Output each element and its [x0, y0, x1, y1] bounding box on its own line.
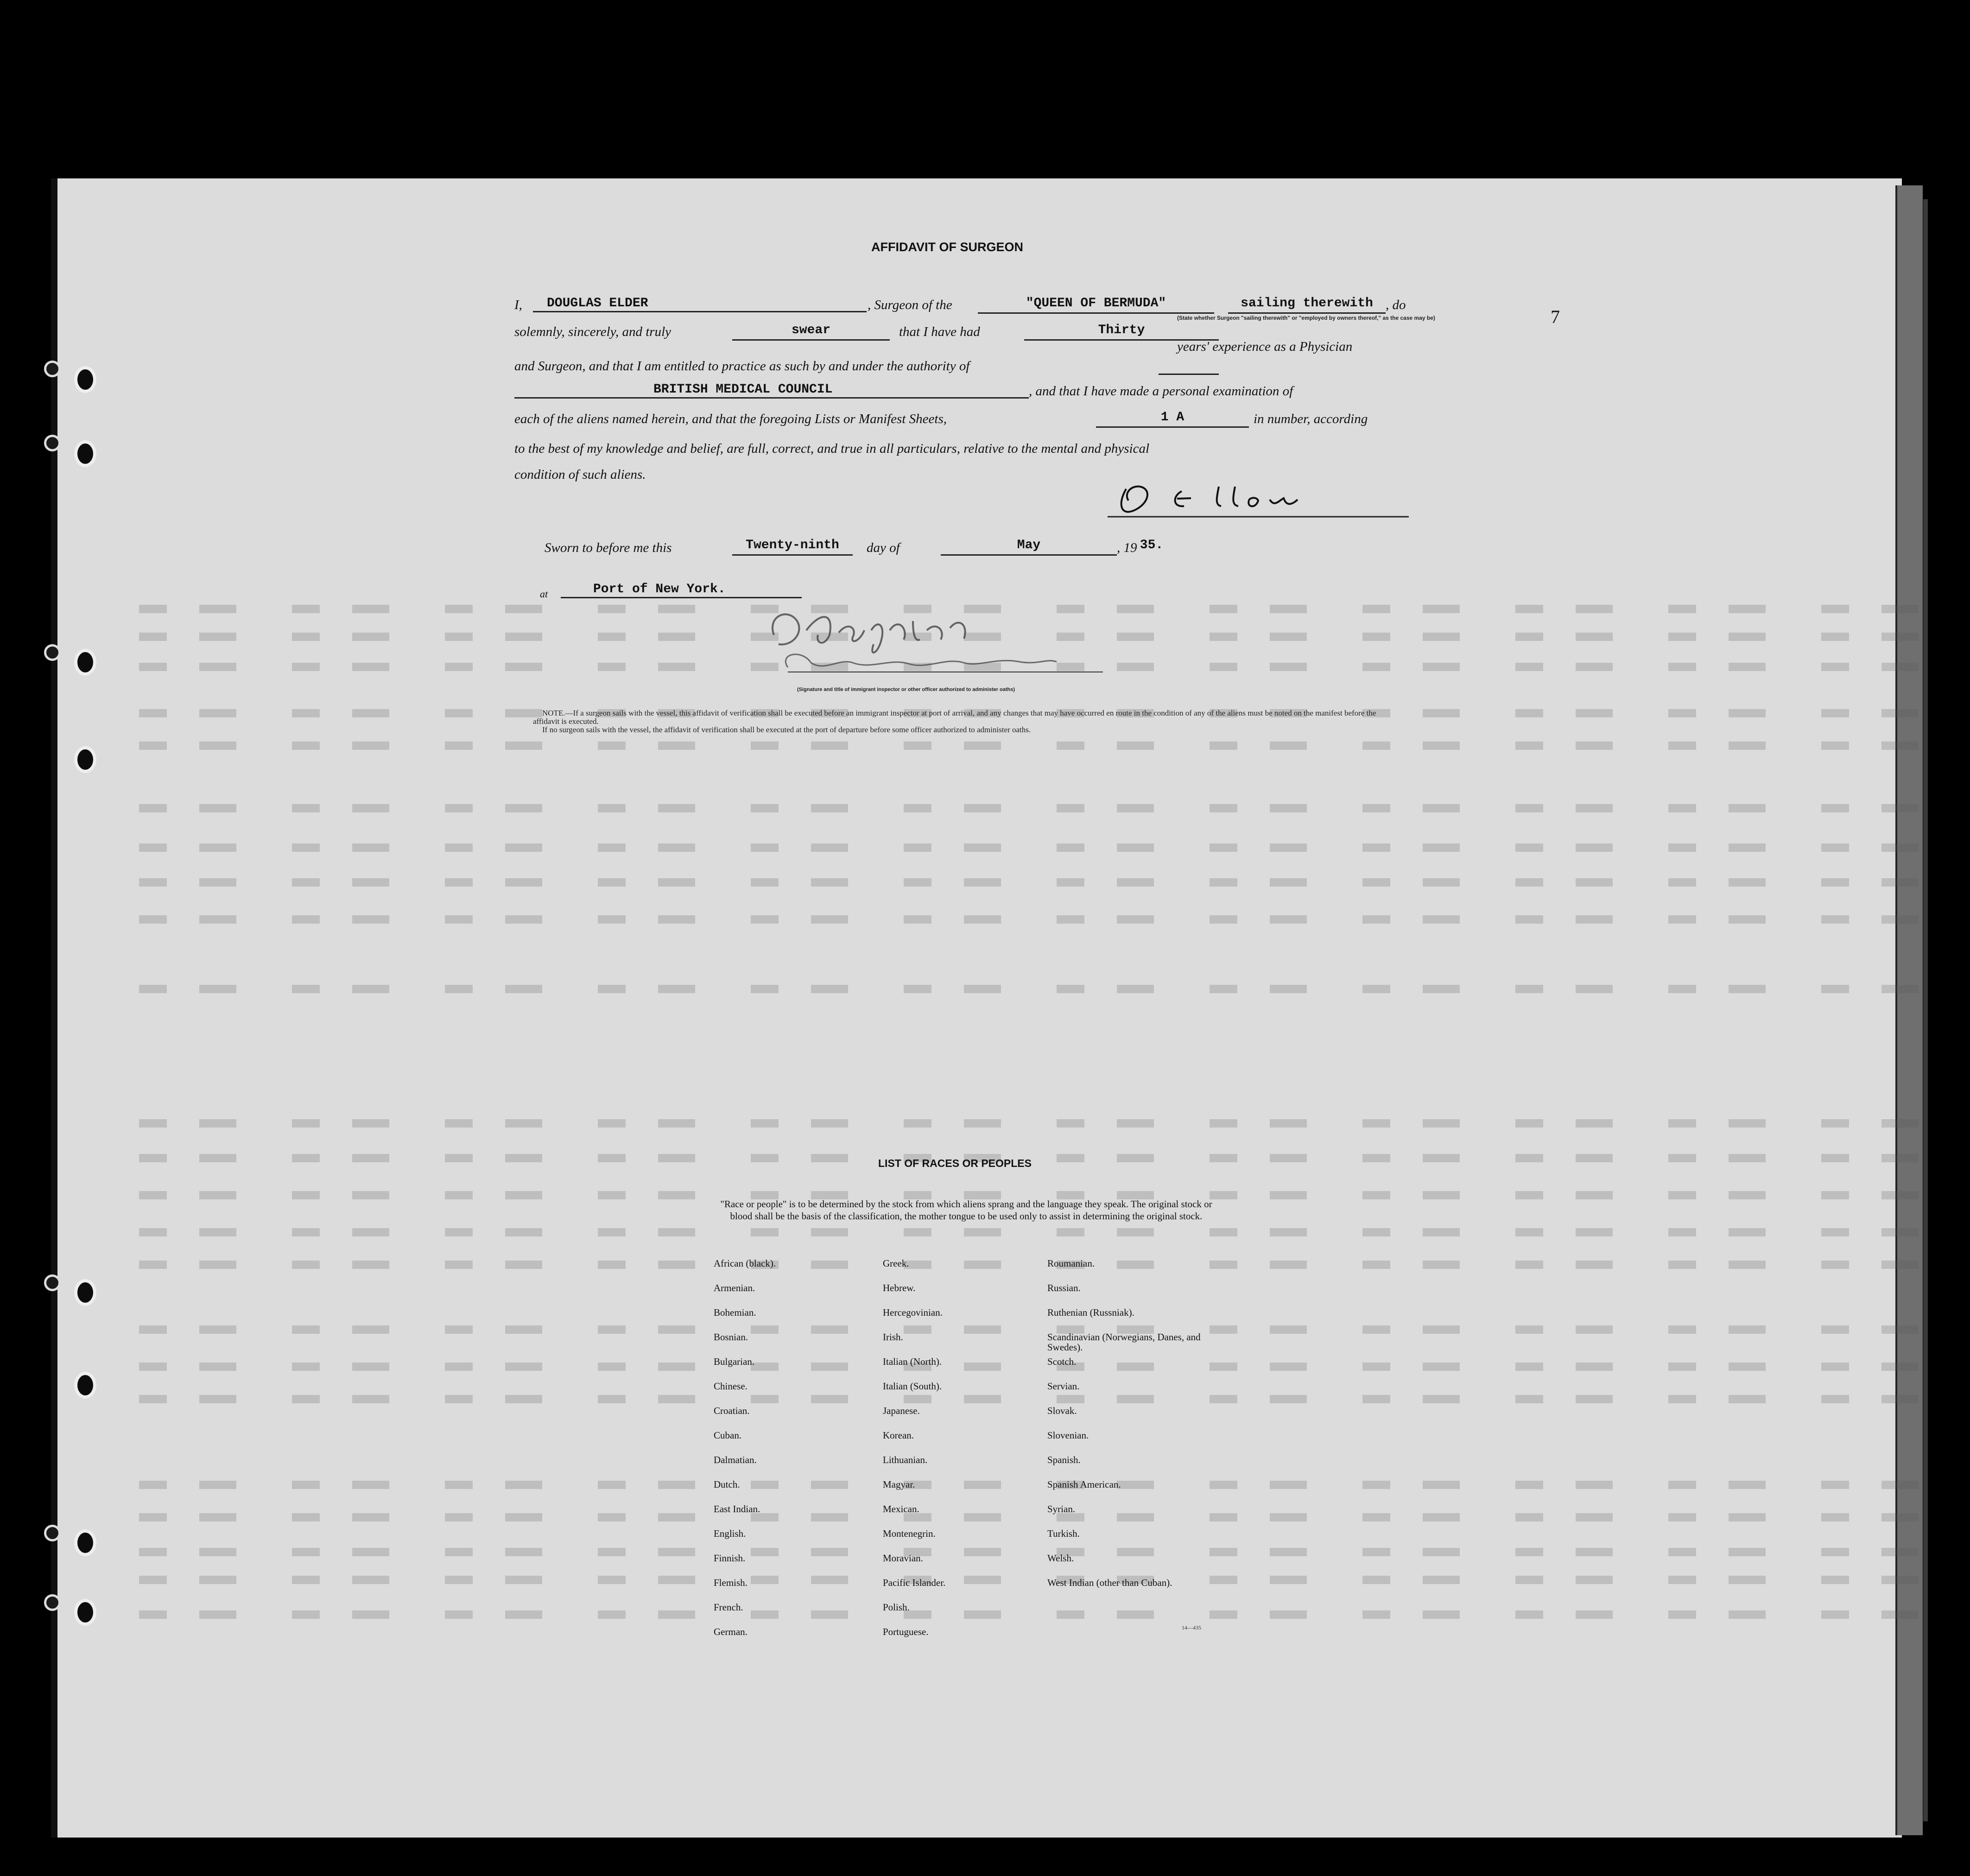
label-years-experience: years' experience as a Physician — [1177, 339, 1353, 354]
affidavit-line-2 — [514, 323, 1409, 354]
race-item: Korean. — [883, 1430, 914, 1441]
race-item: Cuban. — [714, 1430, 742, 1441]
race-item: Hebrew. — [883, 1282, 916, 1293]
note-line-1: NOTE.—If a surgeon sails with the vessel, this affidavit of verification shall be executed before an immigrant inspector at port of arrival, and any changes that may have occurred en route in the condition of any of the aliens must be noted on the manifest before the affidavit is executed. — [533, 709, 1376, 726]
race-item: Japanese. — [883, 1405, 920, 1416]
race-item: Lithuanian. — [883, 1454, 928, 1465]
race-item: Scotch. — [1047, 1356, 1077, 1367]
authority-field: BRITISH MEDICAL COUNCIL — [514, 382, 1029, 399]
race-item: Bulgarian. — [714, 1356, 755, 1367]
oath-field: swear — [732, 323, 890, 341]
race-item: Italian (North). — [883, 1356, 942, 1367]
race-item: Ruthenian (Russniak). — [1047, 1307, 1134, 1318]
sailing-status-note: (State whether Surgeon "sailing therewith" or "employed by owners thereof," as the case may be) — [1177, 315, 1435, 321]
race-item: Mexican. — [883, 1503, 919, 1515]
race-item: Italian (South). — [883, 1381, 942, 1392]
races-column-1 — [714, 1258, 867, 1651]
page-edge — [1895, 185, 1923, 1835]
race-item: Moravian. — [883, 1553, 923, 1564]
affidavit-line-3 — [514, 357, 1409, 375]
binder-ring — [44, 361, 61, 377]
sworn-day-field: Twenty-ninth — [732, 538, 853, 556]
surgeon-note — [533, 709, 1404, 734]
authority-field-blank — [1159, 357, 1219, 375]
race-item: Slovenian. — [1047, 1430, 1089, 1441]
affidavit-line-1 — [514, 296, 1435, 321]
label-best-of-knowledge: to the best of my knowledge and belief, are full, correct, and true in all particulars, relative to the mental and physical — [514, 441, 1150, 456]
race-item: Dutch. — [714, 1479, 740, 1490]
affidavit-line-4 — [514, 382, 1409, 400]
binder-hole — [74, 1279, 96, 1306]
binder-hole — [74, 649, 96, 676]
affidavit-line-6 — [514, 439, 1409, 458]
sworn-month-field: May — [941, 538, 1117, 556]
officer-signature — [760, 602, 1103, 681]
race-item: West Indian (other than Cuban). — [1047, 1577, 1172, 1588]
race-item: Dalmatian. — [714, 1454, 757, 1465]
race-item: Spanish. — [1047, 1454, 1081, 1465]
binder-hole — [74, 1372, 96, 1399]
race-item: Portuguese. — [883, 1626, 929, 1637]
race-item: Magyar. — [883, 1479, 915, 1490]
page-number: 7 — [1551, 306, 1560, 327]
race-item: Roumanian. — [1047, 1258, 1095, 1269]
race-item: East Indian. — [714, 1503, 760, 1515]
race-item: French. — [714, 1602, 743, 1613]
label-surgeon-of: , Surgeon of the — [868, 298, 952, 312]
vessel-name-field: "QUEEN OF BERMUDA" — [978, 296, 1214, 314]
label-each-of-the-aliens: each of the aliens named herein, and that the foregoing Lists or Manifest Sheets, — [514, 412, 947, 426]
label-day-of: day of — [867, 540, 900, 555]
sworn-line — [514, 538, 1409, 556]
race-item: Spanish American. — [1047, 1479, 1121, 1490]
race-item: Turkish. — [1047, 1528, 1080, 1539]
binder-ring — [44, 1594, 61, 1611]
years-field: Thirty — [1024, 323, 1219, 341]
race-item: Montenegrin. — [883, 1528, 936, 1539]
race-item: Slovak. — [1047, 1405, 1077, 1416]
race-item: Servian. — [1047, 1381, 1080, 1392]
race-item: Hercegovinian. — [883, 1307, 943, 1318]
label-at: at — [540, 588, 548, 600]
race-item: Pacific Islander. — [883, 1577, 946, 1588]
sworn-year-field: 35. — [1140, 538, 1164, 552]
page-edge-shadow — [1923, 199, 1928, 1821]
race-item: Flemish. — [714, 1577, 747, 1588]
race-item: Polish. — [883, 1602, 910, 1613]
race-item: Finnish. — [714, 1553, 746, 1564]
surgeon-signature — [1108, 473, 1409, 521]
sworn-place-line — [514, 582, 1409, 600]
binder-ring — [44, 644, 61, 661]
race-item: Croatian. — [714, 1405, 750, 1416]
officer-caption: (Signature and title of immigrant inspector or other officer authorized to administer oaths) — [797, 687, 1015, 692]
binder-hole — [74, 366, 96, 393]
races-title: LIST OF RACES OR PEOPLES — [878, 1157, 1032, 1169]
binder-ring — [44, 435, 61, 451]
label-in-number: in number, according — [1254, 412, 1368, 426]
sheets-count-field: 1 A — [1096, 410, 1249, 428]
race-item: English. — [714, 1528, 746, 1539]
binder-ring — [44, 1274, 61, 1291]
race-item: Scandinavian (Norwegians, Danes, and Swedes). — [1047, 1331, 1201, 1353]
sailing-status-field: sailing therewith — [1228, 296, 1386, 314]
label-solemnly: solemnly, sincerely, and truly — [514, 324, 671, 339]
binder-hole — [74, 746, 96, 773]
label-that-i-have-had: that I have had — [899, 324, 980, 339]
race-item: German. — [714, 1626, 747, 1637]
race-item: Armenian. — [714, 1282, 755, 1293]
form-number: 14—435 — [1182, 1624, 1201, 1631]
surgeon-name-field: DOUGLAS ELDER — [533, 296, 867, 312]
race-item: Chinese. — [714, 1381, 747, 1392]
binder-hole — [74, 440, 96, 467]
race-item: Bosnian. — [714, 1331, 748, 1343]
race-item: Russian. — [1047, 1282, 1081, 1293]
label-i: I, — [514, 298, 522, 312]
race-item: Greek. — [883, 1258, 909, 1269]
binder-hole — [74, 1529, 96, 1556]
race-item: Bohemian. — [714, 1307, 756, 1318]
races-intro: "Race or people" is to be determined by the stock from which aliens sprang and the language they speak. The original stock or blood shall be the basis of the classification, the mother tongue to be used only to assist in determining the original stock. — [720, 1198, 1212, 1222]
race-item: Welsh. — [1047, 1553, 1074, 1564]
label-condition: condition of such aliens. — [514, 467, 646, 482]
race-item: African (black). — [714, 1258, 776, 1269]
binder-ring — [44, 1525, 61, 1541]
label-year-prefix: , 19 — [1117, 540, 1137, 555]
sworn-place-field: Port of New York. — [561, 582, 802, 598]
label-sworn-to-before-me: Sworn to before me this — [545, 540, 672, 555]
note-line-2: If no surgeon sails with the vessel, the affidavit of verification shall be executed at the port of departure before some officer authorized to administer oaths. — [542, 725, 1031, 734]
label-and-surgeon: and Surgeon, and that I am entitled to practice as such by and under the authority of — [514, 359, 970, 374]
label-do: , do — [1386, 298, 1406, 312]
race-item: Syrian. — [1047, 1503, 1076, 1515]
binder-hole — [74, 1599, 96, 1626]
races-column-3 — [1047, 1258, 1205, 1602]
races-column-2 — [883, 1258, 1036, 1651]
race-item: Irish. — [883, 1331, 903, 1343]
affidavit-title: AFFIDAVIT OF SURGEON — [871, 240, 1023, 254]
label-personal-examination: , and that I have made a personal examination of — [1029, 384, 1293, 399]
affidavit-line-5 — [514, 410, 1409, 428]
